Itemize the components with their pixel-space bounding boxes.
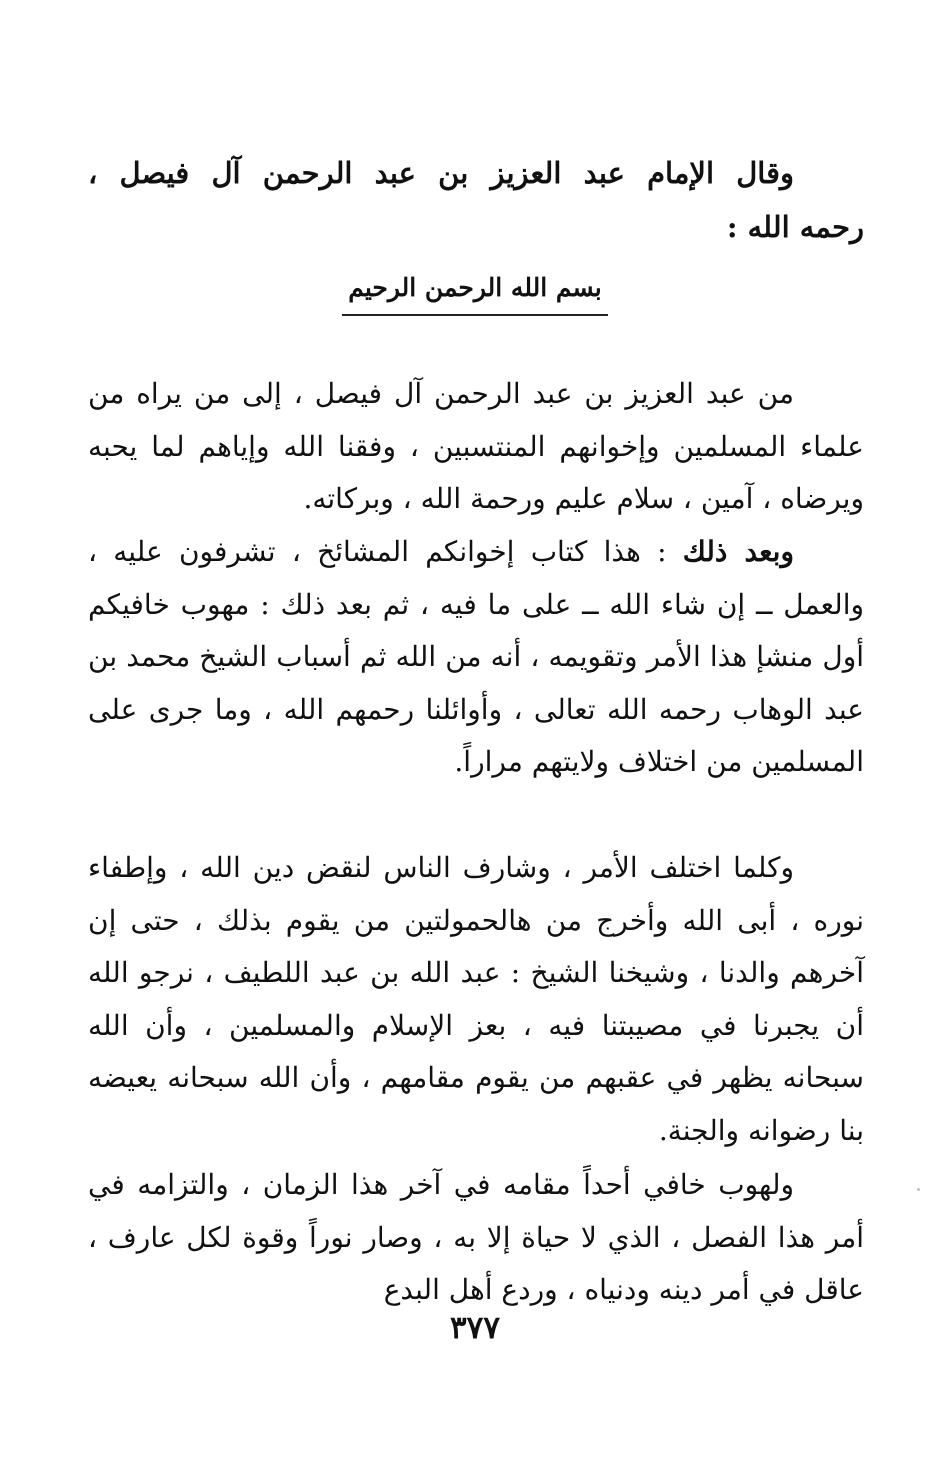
paragraph-greeting: من عبد العزيز بن عبد الرحمن آل فيصل ، إلى من يراه من علماء المسلمين وإخوانهم المنتسبين ، وفقنا الله وإياهم لما يحبه ويرضاه ، آمين ، سلام عليم ورحمة الله ، وبركاته. — [88, 377, 864, 515]
margin-speck — [917, 1188, 920, 1191]
paragraph-continuation: ولهوب خافي أحداً مقامه في آخر هذا الزمان ، والتزامه في أمر هذا الفصل ، الذي لا حياة إلا به ، وصار نوراً وقوة لكل عارف ، عاقل في أمر دينه ودنياه ، وردع أهل البدع — [88, 1168, 864, 1306]
paragraph-history: وكلما اختلف الأمر ، وشارف الناس لنقض دين الله ، وإطفاء نوره ، أبى الله وأخرج من هالحمولتين من يقوم بذلك ، حتى إن آخرهم والدنا ، وشيخنا الشيخ : عبد الله بن عبد اللطيف ، نرجو الله أن يجبرنا في مصيبتنا فيه ، بعز الإسلام والمسلمين ، وأن الله سبحانه يظهر في عقبهم من يقوم مقامهم ، وأن الله سبحانه يعيضه بنا رضوانه والجنة. — [88, 851, 864, 1147]
paragraph-lead-phrase: وبعد ذلك — [682, 535, 794, 568]
basmala-calligraphy — [0, 266, 950, 316]
heading-line-2: رحمه الله : — [726, 210, 864, 244]
section-heading — [88, 146, 864, 254]
heading-line-1: وقال الإمام عبد العزيز بن عبد الرحمن آل فيصل ، — [88, 156, 794, 190]
paragraph-after-that — [88, 526, 864, 789]
basmala-text: بسم الله الرحمن الرحيم — [342, 266, 608, 316]
page-number: ٣٧٧ — [450, 1310, 500, 1346]
paragraph-body: : هذا كتاب إخوانكم المشائخ ، تشرفون عليه ، والعمل ــ إن شاء الله ــ على ما فيه ، ثم بعد ذلك : مهوب خافيكم أول منشإ هذا الأمر وتقويمه ، أنه من الله ثم أسباب الشيخ محمد بن عبد الوهاب رحمه الله تعالى ، وأوائلنا رحمهم الله ، وما جرى على المسلمين من اختلاف ولايتهم مراراً. — [88, 535, 864, 778]
